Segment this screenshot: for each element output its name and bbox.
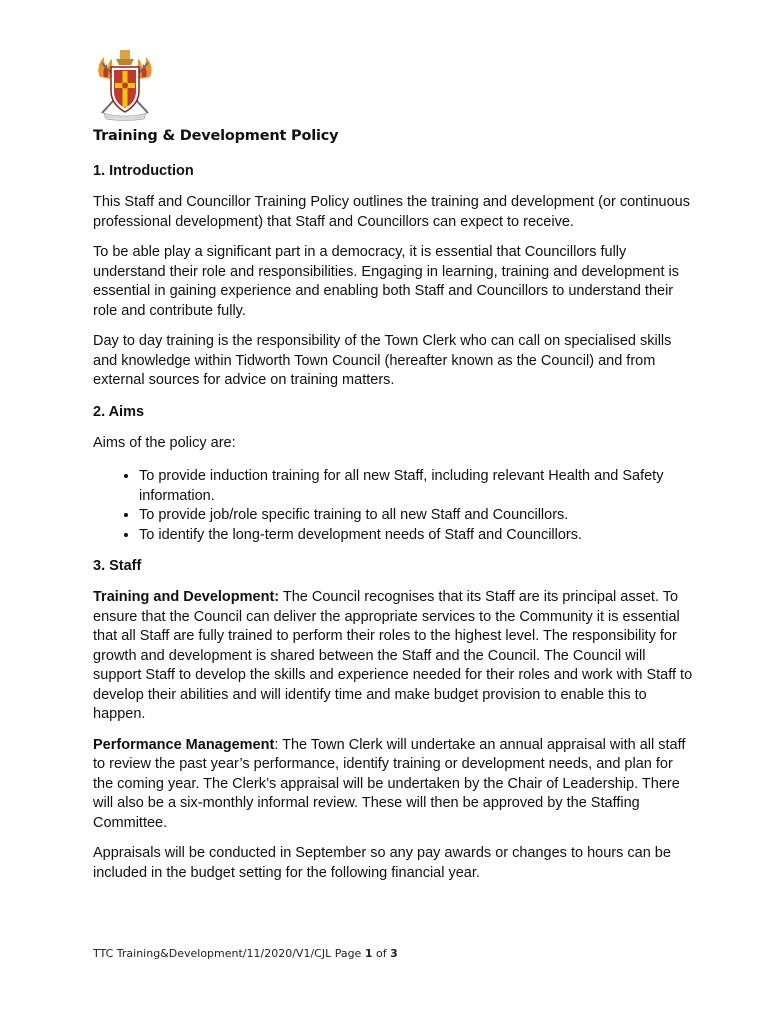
paragraph: This Staff and Councillor Training Policy outlines the training and development (or continuous professional development) that Staff and Councillors can expect to receive. bbox=[93, 194, 690, 230]
town-council-crest-icon bbox=[94, 47, 156, 121]
list-item: • To provide job/role specific training to all new Staff and Councillors. bbox=[139, 506, 693, 526]
aims-list bbox=[93, 467, 693, 545]
section-heading-staff: 3. Staff bbox=[93, 558, 142, 574]
footer-of: of bbox=[372, 947, 391, 960]
page-title: Training & Development Policy bbox=[93, 128, 339, 144]
paragraph: Day to day training is the responsibility of the Town Clerk who can call on specialised skills and knowledge within Tidworth Town Council (hereafter known as the Council) and from external sources for advice on training matters. bbox=[93, 333, 672, 388]
paragraph-text: The Council recognises that its Staff are its principal asset. To ensure that the Council can deliver the appropriate services to the Community it is essential that all Staff are fully trained to perform their roles to the highest level. The responsibility for growth and development is shared between the Staff and the Council. The Council will support Staff to develop the skills and experience needed for their roles and work with Staff to develop their abilities and will identify time and make budget provision to enable this to happen. bbox=[93, 589, 693, 722]
footer-page-number: 1 bbox=[364, 947, 373, 960]
section-heading-introduction: 1. Introduction bbox=[93, 163, 194, 179]
list-item: • To provide induction training for all new Staff, including relevant Health and Safety information. bbox=[139, 467, 693, 506]
paragraph: Appraisals will be conducted in September so any pay awards or changes to hours can be included in the budget setting for the following financial year. bbox=[93, 845, 671, 881]
paragraph-text: : The Town Clerk will undertake an annual appraisal with all staff to review the past year’s performance, identify training or development needs, and plan for the coming year. The Clerk’s appraisal will be undertaken by the Chair of Leadership. There will also be a six-monthly informal review. These will then be approved by the Staffing Committee. bbox=[93, 736, 686, 831]
section-heading-aims: 2. Aims bbox=[93, 403, 145, 420]
bold-label: Training and Development: bbox=[93, 589, 280, 605]
list-item: • To identify the long-term development needs of Staff and Councillors. bbox=[139, 526, 693, 546]
paragraph-performance-management bbox=[93, 736, 693, 834]
paragraph: To be able play a significant part in a democracy, it is essential that Councillors fully understand their role and responsibilities. Engaging in learning, training and development is essential in gaining experience and enabling both Staff and Councillors to understand their role and contribute fully. bbox=[93, 244, 680, 319]
page-footer bbox=[93, 947, 398, 960]
bold-label: Performance Management bbox=[93, 736, 275, 753]
aims-intro: Aims of the policy are: bbox=[93, 434, 236, 451]
footer-ref: TTC Training&Development/11/2020/V1/CJL Page bbox=[93, 947, 365, 960]
document-body bbox=[93, 161, 693, 894]
paragraph-training-development bbox=[93, 588, 693, 725]
footer-page-total: 3 bbox=[390, 947, 398, 960]
